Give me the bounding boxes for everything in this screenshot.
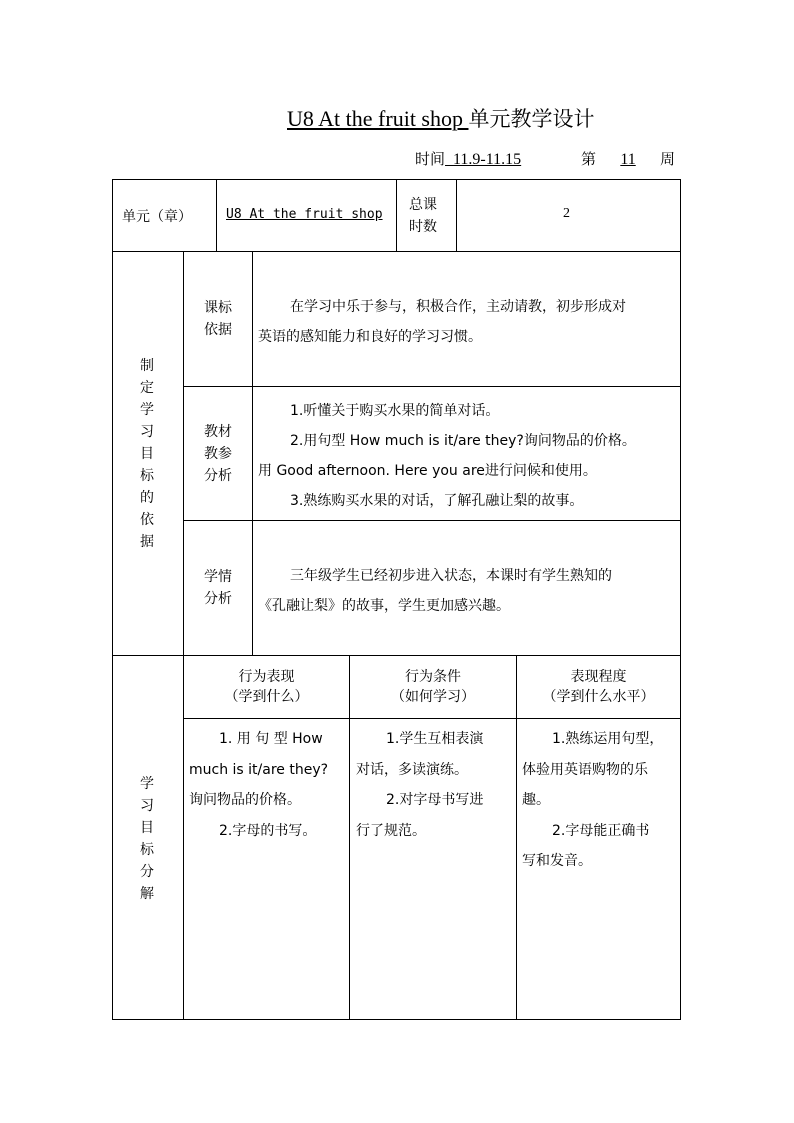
week-number: 11 [620, 151, 636, 168]
time-range: 11.9-11.15 [453, 151, 522, 168]
document-title [287, 103, 595, 133]
unit-label: 单元（章） [122, 209, 192, 225]
table-border-right [680, 179, 681, 1020]
time-label: 时间 [415, 150, 446, 168]
week-prefix: 第 [581, 150, 597, 168]
table-rule [112, 655, 681, 656]
table-border-bottom [112, 1019, 681, 1020]
student-analysis-text: 三年级学生已经初步进入状态，本课时有学生熟知的 《孔融让梨》的故事，学生更加感兴趣。 [258, 568, 612, 614]
textbook-analysis-text: 1.听懂关于购买水果的简单对话。 2.用句型 How much is it/are they?询问物品的价格。 用 Good afternoon. Here you are进行问候和使用。 3.熟练购买水果的对话，了解孔融让梨的故事。 [258, 403, 636, 509]
degree-column: 1.熟练运用句型， 体验用英语购物的乐 趣。 2.字母能正确书 写和发音。 [522, 731, 664, 869]
table-rule [183, 520, 681, 521]
textbook-analysis-label: 教材 教参 分析 [204, 424, 232, 484]
table-border-left [112, 179, 113, 1020]
table-rule [183, 251, 184, 1019]
student-analysis-label: 学情 分析 [204, 569, 232, 607]
behavior-column: 1. 用 句 型 How much is it/are they? 询问物品的价格。 2.字母的书写。 [189, 731, 329, 839]
title-chinese: 单元教学设计 [468, 107, 595, 131]
table-rule [349, 655, 350, 1019]
curriculum-basis-label: 课标 依据 [204, 300, 232, 338]
table-rule [456, 179, 457, 251]
table-rule [183, 718, 681, 719]
header-degree: 表现程度 （学到什么水平） [542, 669, 655, 705]
table-rule [396, 179, 397, 251]
basis-side-label: 制 定 学 习 目 标 的 依 据 [140, 358, 154, 550]
header-condition: 行为条件 （如何学习） [391, 669, 475, 705]
table-rule [516, 655, 517, 1019]
title-english: U8 At the fruit shop [287, 106, 469, 131]
unit-value: U8 At the fruit shop [226, 207, 383, 222]
table-rule [216, 179, 217, 251]
table-rule [112, 251, 681, 252]
objectives-side-label: 学 习 目 标 分 解 [140, 776, 154, 902]
curriculum-basis-text: 在学习中乐于参与，积极合作，主动请教，初步形成对 英语的感知能力和良好的学习习惯。 [258, 299, 626, 345]
total-hours-label: 总课 时数 [409, 197, 437, 235]
header-behavior: 行为表现 （学到什么） [224, 669, 309, 705]
week-suffix: 周 [660, 150, 676, 168]
time-row [415, 148, 675, 169]
table-rule [252, 251, 253, 655]
total-hours-value: 2 [563, 206, 570, 221]
table-rule [183, 386, 681, 387]
condition-column: 1.学生互相表演 对话，多读演练。 2.对字母书写进 行了规范。 [356, 731, 484, 839]
